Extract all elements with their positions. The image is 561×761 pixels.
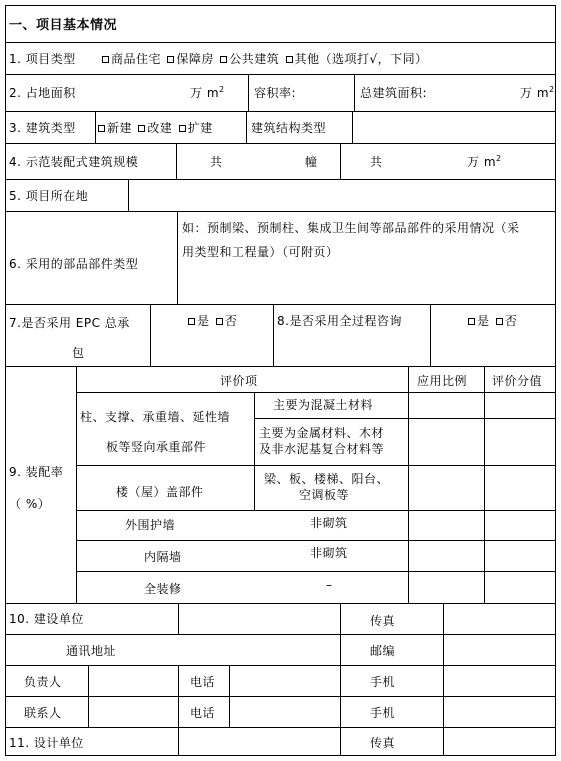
grid-line [88,665,89,727]
checkbox-icon[interactable] [468,318,475,325]
component-desc-line2: 用类型和工程量）（可附页） [182,245,339,259]
phone-label: 电话 [190,706,216,720]
structure-type-label: 建筑结构类型 [251,121,327,135]
grid-line [176,143,177,179]
grid-line [150,304,151,366]
design-unit-label: 11. 设计单位 [9,736,84,750]
fax-label: 传真 [370,736,396,750]
decoration-desc: – [326,578,333,592]
grid-line [5,366,556,367]
grid-line [246,111,247,143]
grid-line [5,727,556,728]
grid-line [273,304,274,366]
grid-line [254,392,255,510]
contact-label: 联系人 [24,706,62,720]
count-gong: 共 [210,155,223,169]
grid-line [5,603,556,604]
grid-line [178,727,179,756]
checkbox-icon[interactable] [286,56,293,63]
vertical-parts-line2: 板等竖向承重部件 [106,440,207,454]
metal-label-line1: 主要为金属材料、木材 [259,426,385,440]
grid-line [408,366,409,603]
floor-desc-line2: 空调板等 [299,488,350,502]
concrete-label: 主要为混凝土材料 [273,398,374,412]
fax-label: 传真 [370,614,396,628]
grid-line [5,755,556,756]
checkbox-icon[interactable] [216,318,223,325]
building-type-options: 新建 改建 扩建 [96,121,213,135]
interior-wall-label: 内隔墙 [144,550,182,564]
grid-line [5,179,556,180]
count-dong: 幢 [305,155,318,169]
grid-line [354,74,355,111]
address-label: 通讯地址 [66,644,117,658]
grid-line [5,42,556,43]
checkbox-icon[interactable] [167,56,174,63]
checkbox-icon[interactable] [496,318,503,325]
consult-label: 8.是否采用全过程咨询 [277,314,402,328]
land-area-unit: 万 $m^2$ [190,85,225,100]
land-area-label: 2. 占地面积 [9,86,76,100]
grid-line [430,304,431,366]
header-ratio: 应用比例 [417,374,468,388]
checkbox-icon[interactable] [98,125,105,132]
interior-wall-desc: 非砌筑 [310,546,348,560]
checkbox-icon[interactable] [220,56,227,63]
metal-label-line2: 及非水泥基复合材料等 [259,442,385,456]
option-public: 公共建筑 [229,52,280,66]
grid-line [254,418,556,419]
responsible-label: 负责人 [24,675,62,689]
checkbox-icon[interactable] [188,318,195,325]
component-desc-line1: 如：预制梁、预制柱、集成卫生间等部品部件的采用情况（采 [182,221,520,235]
project-type-options [100,52,428,66]
total-area-label: 总建筑面积: [360,86,428,100]
grid-line [178,603,179,634]
grid-line [5,111,556,112]
grid-line [443,603,444,756]
zip-label: 邮编 [370,644,396,658]
prefab-rate-unit: （ %） [9,497,51,511]
grid-line [128,179,129,211]
grid-line [5,143,556,144]
header-eval-item: 评价项 [220,374,258,388]
grid-line [5,211,556,212]
epc-label-line2: 包 [72,346,85,360]
grid-line [352,111,353,143]
floor-desc-line1: 梁、板、楼梯、阳台、 [264,472,390,486]
grid-line [177,211,178,304]
phone-label: 电话 [190,675,216,689]
mobile-label: 手机 [370,675,396,689]
checkbox-icon[interactable] [179,125,186,132]
project-type-label: 1. 项目类型 [9,52,76,66]
decoration-label: 全装修 [144,582,182,596]
grid-line [555,5,556,756]
grid-line [5,74,556,75]
grid-line [484,366,485,603]
epc-options: 是 否 [186,314,237,328]
checkbox-icon[interactable] [102,56,109,63]
grid-line [5,634,556,635]
option-affordable: 保障房 [176,52,214,66]
area-gong: 共 [370,155,383,169]
construction-unit-label: 10. 建设单位 [9,612,84,626]
location-label: 5. 项目所在地 [9,189,89,203]
building-type-label: 3. 建筑类型 [9,121,76,135]
option-residential: 商品住宅 [111,52,162,66]
exterior-wall-desc: 非砌筑 [310,516,348,530]
grid-line [178,665,179,727]
grid-line [340,143,341,179]
grid-line [340,603,341,756]
grid-line [76,366,77,603]
prefab-rate-label: 9. 装配率 [9,465,64,479]
grid-line [5,5,6,756]
vertical-parts-line1: 柱、支撑、承重墙、延性墙 [80,410,231,424]
header-score: 评价分值 [492,374,543,388]
plot-ratio-label: 容积率: [254,86,297,100]
prefab-scale-label: 4. 示范装配式建筑规模 [9,155,139,169]
section-title: 一、项目基本情况 [9,18,118,33]
total-area-unit: 万 $m^2$ [520,85,555,100]
exterior-wall-label: 外围护墙 [125,518,176,532]
epc-label-line1: 7.是否采用 EPC 总承 [9,316,130,330]
option-other: 其他（选项打√，下同） [294,52,428,66]
grid-line [5,5,556,6]
grid-line [229,665,230,727]
component-type-label: 6. 采用的部品部件类型 [9,257,139,271]
mobile-label: 手机 [370,706,396,720]
consult-options: 是 否 [466,314,517,328]
grid-line [248,74,249,111]
prefab-area-unit: 万 $m^2$ [467,154,502,169]
checkbox-icon[interactable] [138,125,145,132]
grid-line [5,304,556,305]
floor-parts-label: 楼（屋）盖部件 [116,485,204,499]
